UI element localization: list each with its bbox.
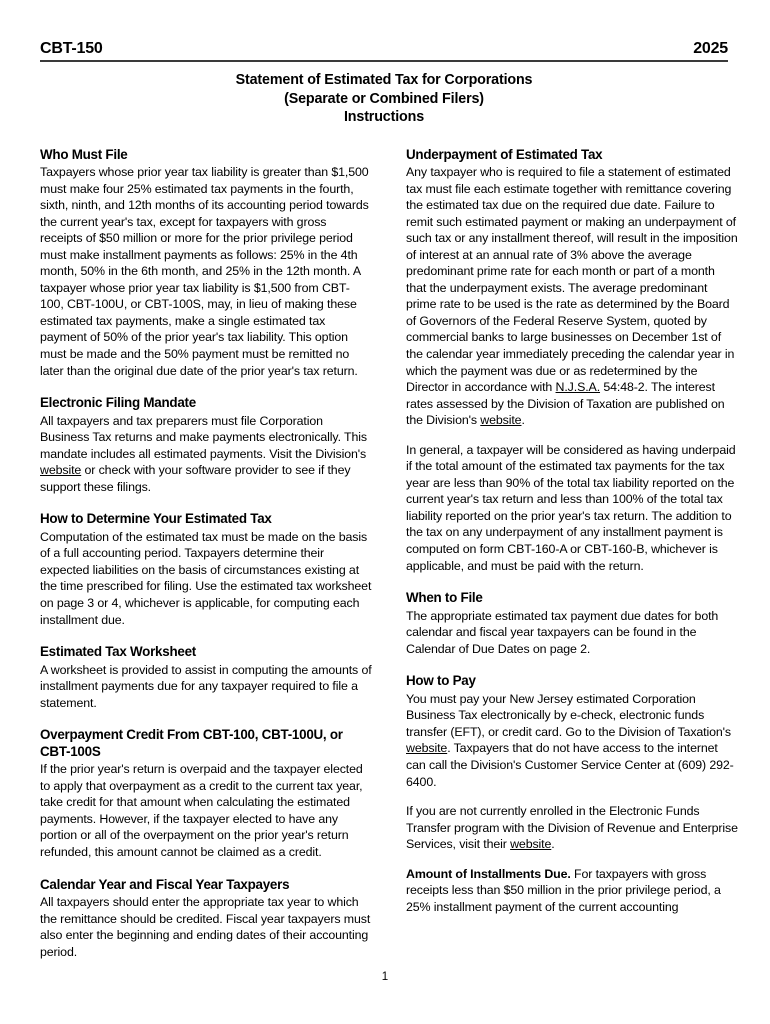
efm-text-a: All taxpayers and tax preparers must file Corporation Business Tax returns and make payments electronically. This mandate includes all estimated payments. Visit the Division's: [40, 413, 367, 461]
section-electronic-filing-mandate: [40, 395, 372, 495]
efm-text-b: or check with your software provider to see if they support these filings.: [40, 463, 351, 494]
paragraph-how-to-pay-1: [406, 691, 738, 790]
underpayment-text-b: 54:48-2. The interest rates assessed by the Division of Taxation are published on the Division's: [406, 380, 725, 428]
section-heading-estimated-tax-worksheet: Estimated Tax Worksheet: [40, 644, 196, 660]
paragraph-who-must-file: Taxpayers whose prior year tax liability is greater than $1,500 must make four 25% estimated tax payments in the fourth, sixth, ninth, and 12th months of its accounting period towards the current year's tax, except for taxpayers with gross receipts of $50 million or more for the prior privilege period must make installment payments as follows: 25% in the 4th month, 50% in the 6th month, and 25% in the 12th month. A taxpayer whose prior year tax liability is $1,500 from CBT-100, CBT-100U, or CBT-100S, may, in lieu of making these estimated tax payments, make a single estimated tax payment of 50% of the prior year's tax liability. This option must be made and the 50% payment must be remitted no later than the original due date of the prior year's tax return.: [40, 165, 369, 378]
revenue-enterprise-website-link[interactable]: website: [510, 837, 552, 852]
taxation-website-link[interactable]: website: [406, 741, 448, 756]
paragraph-electronic-filing-mandate: [40, 413, 372, 496]
amount-installments-text: For taxpayers with gross receipts less than $50 million in the prior privilege period, a 25% installment payment of the current accounting: [406, 866, 721, 914]
paragraph-how-to-determine-estimated-tax: Computation of the estimated tax must be made on the basis of a full accounting period. Taxpayers determine their expected liabilities on the basis of circumstances existing at the time prescribed for filing. Use the estimated tax worksheet on page 3 or 4, whichever is applicable, for computing each installment due.: [40, 529, 372, 627]
how-to-pay-text-a: You must pay your New Jersey estimated Corporation Business Tax electronically by e-check, electronic funds transfer (EFT), or credit card. Go to the Division of Taxation's: [406, 691, 731, 739]
eft-text-b: .: [551, 837, 555, 852]
section-calendar-fiscal-year-taxpayers: [40, 877, 372, 961]
division-taxation-website-link[interactable]: website: [480, 413, 522, 428]
paragraph-estimated-tax-worksheet: A worksheet is provided to assist in computing the amounts of installment payments due for any taxpayer required to file a statement.: [40, 662, 372, 710]
section-heading-overpayment-credit: Overpayment Credit From CBT-100, CBT-100U, or CBT-100S: [40, 727, 343, 759]
section-when-to-file: [406, 590, 738, 657]
paragraph-calendar-fiscal-year-taxpayers: All taxpayers should enter the appropriate tax year to which the remittance should be credited. Fiscal year taxpayers must also enter the beginning and ending dates of their accounting period.: [40, 895, 371, 959]
section-heading-how-to-pay: How to Pay: [406, 673, 476, 689]
header-divider: [40, 60, 728, 62]
section-how-to-pay: [406, 673, 738, 915]
eft-text-a: If you are not currently enrolled in the Electronic Funds Transfer program with the Division of Revenue and Enterprise Services, visit their: [406, 804, 738, 852]
paragraph-underpayment-1: [406, 164, 738, 429]
paragraph-overpayment-credit: If the prior year's return is overpaid and the taxpayer elected to apply that overpayment as a credit to the current tax year, take credit for that amount when calculating the estimated payments. However, if the taxpayer elected to have any portion or all of the overpayment on the prior year's return refunded, this amount cannot be claimed as a credit.: [40, 762, 363, 859]
section-heading-underpayment-of-estimated-tax: Underpayment of Estimated Tax: [406, 146, 603, 162]
title-line-2: (Separate or Combined Filers): [284, 90, 484, 107]
section-heading-electronic-filing-mandate: Electronic Filing Mandate: [40, 395, 196, 411]
section-underpayment-of-estimated-tax: [406, 147, 738, 575]
section-heading-calendar-fiscal-year-taxpayers: Calendar Year and Fiscal Year Taxpayers: [40, 876, 290, 892]
section-heading-when-to-file: When to File: [406, 590, 483, 606]
body-columns: [40, 146, 738, 961]
runin-heading-amount-of-installments-due: Amount of Installments Due.: [406, 866, 571, 881]
right-column: [406, 147, 738, 916]
division-website-link[interactable]: website: [40, 463, 82, 478]
section-heading-who-must-file: Who Must File: [40, 146, 128, 162]
section-overpayment-credit: [40, 727, 372, 860]
section-estimated-tax-worksheet: [40, 644, 372, 711]
title-line-1: Statement of Estimated Tax for Corporations: [235, 72, 533, 88]
paragraph-underpayment-2: In general, a taxpayer will be considered as having underpaid if the total amount of the estimated tax payments for the tax year are less than 90% of the total tax liability reported on the current year's tax return and less than 100% of the total tax liability reported on the prior year's tax return. The addition to the tax on any underpayment of any installment payment is computed on form CBT-160-A or CBT-160-B, whichever is applicable, and must be paid with the return.: [406, 442, 736, 573]
section-how-to-determine-estimated-tax: [40, 511, 372, 628]
title-line-3: Instructions: [343, 109, 425, 125]
form-year: 2025: [693, 40, 728, 57]
paragraph-amount-of-installments-due: [406, 866, 738, 916]
paragraph-how-to-pay-2: [406, 803, 738, 853]
section-who-must-file: [40, 147, 372, 380]
how-to-pay-text-b: . Taxpayers that do not have access to the internet can call the Division's Customer Service Center at (609) 292-6400.: [406, 741, 734, 789]
section-heading-how-to-determine-estimated-tax: How to Determine Your Estimated Tax: [40, 511, 272, 527]
paragraph-when-to-file: The appropriate estimated tax payment due dates for both calendar and fiscal year taxpayers can be found in the Calendar of Due Dates on page 2.: [406, 608, 719, 656]
left-column: [40, 147, 372, 961]
form-id: CBT-150: [40, 40, 103, 57]
page-title: [40, 71, 728, 127]
underpayment-text-c: .: [521, 413, 525, 428]
statute-citation: N.J.S.A.: [555, 380, 601, 395]
form-header: [40, 40, 728, 60]
page-number: 1: [381, 971, 389, 983]
underpayment-text-a: Any taxpayer who is required to file a statement of estimated tax must file each estimate together with remittance covering the estimated tax due on the required due date. Failure to remit such estimated payment or making an underpayment of such tax or any installment thereof, will result in the imposition of interest at an annual rate of 3% above the average predominant prime rate for each month or part of a month that the underpayment exists. The average predominant prime rate to be used is the rate as determined by the Board of Governors of the Federal Reserve System, quoted by commercial banks to large businesses on December 1st of the calendar year immediately preceding the calendar year in which the payment was due or as redetermined by the Director in accordance with: [406, 165, 738, 395]
